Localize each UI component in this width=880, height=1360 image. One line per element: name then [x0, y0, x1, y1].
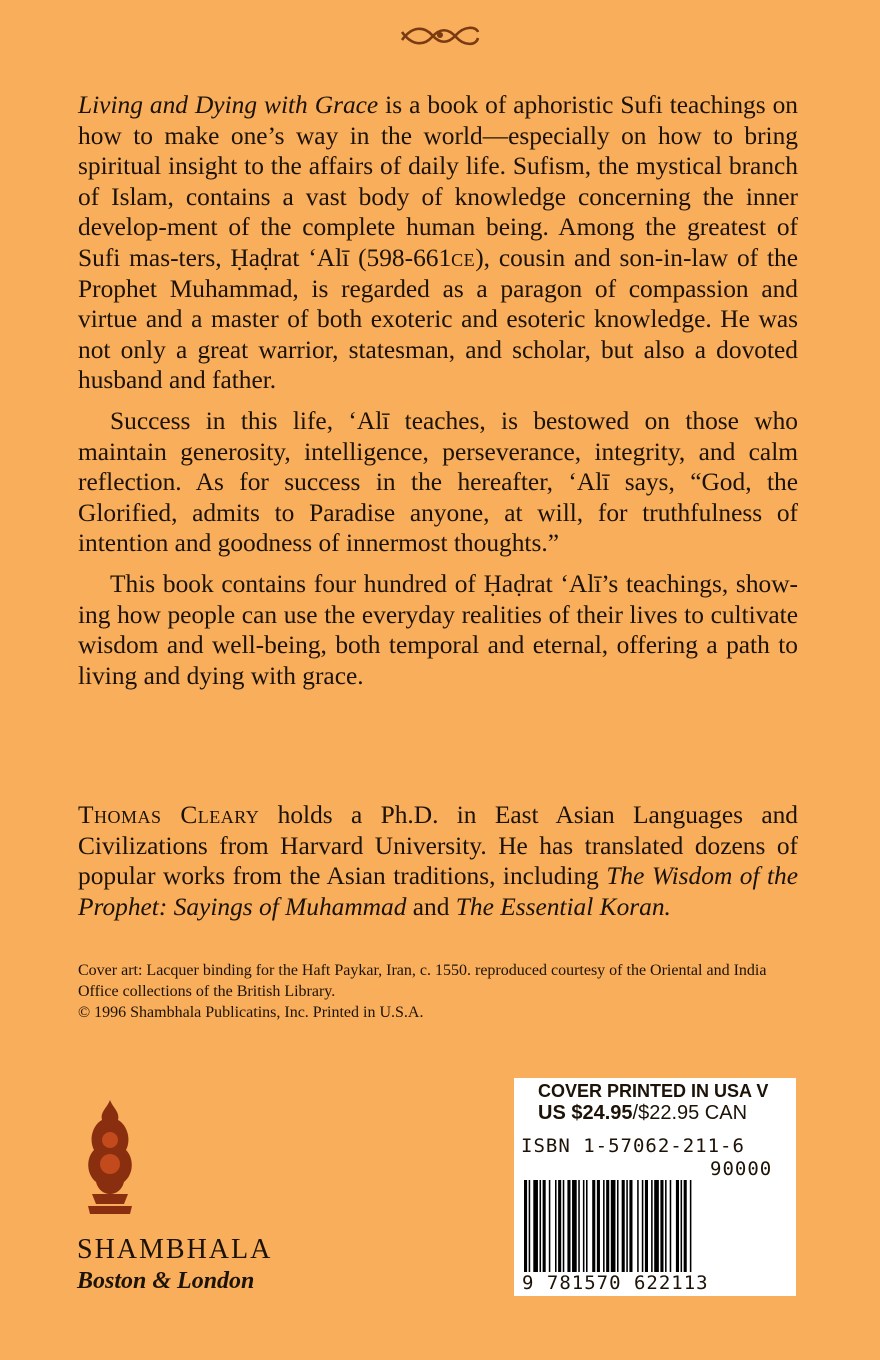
barcode-bar — [654, 1180, 659, 1272]
book-reference: The Wisdom of the Prophet: Sayings of Muhammad — [78, 862, 798, 921]
can-price: /$22.95 CAN — [632, 1102, 748, 1124]
barcode-bar — [681, 1180, 683, 1272]
barcode-bar — [592, 1180, 595, 1272]
barcode-bar — [567, 1180, 570, 1272]
barcode-bar — [651, 1180, 653, 1272]
barcode-bar — [684, 1180, 687, 1272]
price-addon-code: 90000 — [710, 1158, 773, 1180]
barcode-bar — [572, 1180, 577, 1272]
barcode-bar — [543, 1180, 546, 1272]
barcode-bar — [597, 1180, 600, 1272]
publisher-cities: Boston & London — [77, 1268, 255, 1294]
shambhala-logo-icon — [82, 1098, 138, 1216]
barcode-bar — [645, 1180, 648, 1272]
price-label — [538, 1102, 747, 1125]
barcode-bar — [529, 1180, 531, 1272]
publisher-name: SHAMBHALA — [77, 1234, 273, 1265]
barcode-bar — [563, 1180, 565, 1272]
barcode-bar — [611, 1180, 616, 1272]
barcode-bar — [617, 1180, 619, 1272]
barcode-bar — [676, 1180, 679, 1272]
description-paragraph-3: This book contains four hundred of Ḥaḍrat ‘Alī’s teachings, show-ing how people can use the everyday realities of their lives to cultivate wisdom and well-being, both temporal and eternal, offering a path to living and dying with grace. — [78, 569, 798, 690]
book-reference: The Essential Koran. — [455, 892, 671, 921]
barcode-bar — [533, 1180, 538, 1272]
barcode-bar — [603, 1180, 605, 1272]
barcode-bar — [524, 1180, 527, 1272]
description-paragraph-1: Living and Dying with Grace is a book of aphoristic Sufi teachings on how to make one’s way in the world—especially on how to bring spiritual insight to the affairs of daily life. Sufism, the mystical branch of Islam, contains a vast body of knowledge concerning the inner develop-ment of the complete human being. Among the greatest of Sufi mas-ters, Ḥaḍrat ‘Alī (598-661ce), cousin and son-in-law of the Prophet Muhammad, is regarded as a paragon of compassion and virtue and a master of both exoteric and esoteric knowledge. He was not only a great warrior, statesman, and scholar, but also a dovoted husband and father. — [78, 91, 798, 395]
isbn-number: ISBN 1-57062-211-6 — [521, 1135, 745, 1157]
barcode-bar — [637, 1180, 639, 1272]
barcode-bar — [622, 1180, 625, 1272]
us-price: US $24.95 — [538, 1102, 633, 1124]
barcode-bar — [586, 1180, 588, 1272]
book-title: Living and Dying with Grace — [78, 91, 379, 119]
barcode-bar — [549, 1180, 551, 1272]
barcode-bar — [660, 1180, 663, 1272]
barcode-bar — [642, 1180, 644, 1272]
description-paragraph-2: Success in this life, ‘Alī teaches, is bestowed on those who maintain generosity, intelligence, perseverance, integrity, and calm reflection. As for success in the hereafter, ‘Alī says, “God, the Glorified, admits to Paradise anyone, at will, for truthfulness of intention and goodness of innermost thoughts.” — [78, 406, 798, 558]
cover-art-credit: Cover art: Lacquer binding for the Haft Paykar, Iran, c. 1550. reproduced courtesy of the Oriental and India Office collections of the British Library. — [78, 962, 767, 1000]
printed-in-label: COVER PRINTED IN USA V — [538, 1081, 769, 1101]
ean-digits: 9 781570 622113 — [522, 1272, 709, 1294]
copyright-line: © 1996 Shambhala Publicatins, Inc. Printed in U.S.A. — [78, 1004, 424, 1021]
book-description — [78, 90, 798, 691]
barcode-bar — [558, 1180, 561, 1272]
barcode-bar — [583, 1180, 585, 1272]
barcode-bar — [578, 1180, 580, 1272]
barcode-bar — [555, 1180, 557, 1272]
barcode-bar — [540, 1180, 542, 1272]
barcode-bar — [629, 1180, 632, 1272]
decorative-flourish-icon — [398, 18, 482, 52]
barcode-bar — [606, 1180, 609, 1272]
barcode-bar — [626, 1180, 628, 1272]
author-name: Thomas Cleary — [78, 801, 260, 829]
author-bio: Thomas Cleary holds a Ph.D. in East Asian Languages and Civilizations from Harvard University. He has translated dozens of popular works from the Asian traditions, including The Wisdom of the Prophet: Sayings of Muhammad and The Essential Koran. — [78, 801, 798, 921]
cover-credits — [78, 960, 798, 1023]
barcode-icon — [524, 1180, 786, 1272]
barcode-bar — [690, 1180, 692, 1272]
barcode-bar — [670, 1180, 672, 1272]
barcode-bar — [665, 1180, 667, 1272]
barcode-price-block — [514, 1078, 796, 1296]
